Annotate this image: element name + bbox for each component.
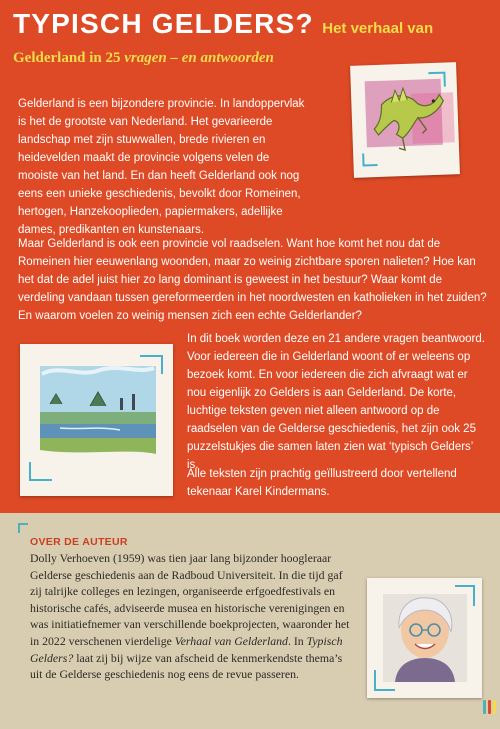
author-bio-book-a: Verhaal van Gelderland	[174, 633, 288, 648]
author-bio	[30, 550, 355, 683]
mark-red	[488, 700, 491, 714]
mark-yellow	[493, 700, 496, 714]
corner-bracket-icon	[18, 523, 28, 533]
book-title: TYPISCH GELDERS?	[13, 8, 314, 39]
dragon-illustration	[350, 62, 460, 178]
author-bio-part-e: laat zij bij wijze van afscheid de kenmerkendste thema’s uit de Gelderse geschiedenis nog eens de revue passeren.	[30, 650, 343, 682]
portrait-drawing	[367, 578, 482, 698]
subtitle-start: Gelderland in 25	[13, 50, 125, 66]
author-bio-part-a: Dolly Verhoeven (1959) was tien jaar lang bijzonder hoogleraar Gelderse geschiedenis aan de Radboud Universiteit. In die tijd gaf zij talrijke colleges en lezingen, organiseerde erfgoedfestivals en historische cafés, adviseerde musea en historische verenigingen en was initiatiefnemer van verschillende boekprojecten, waaronder het in 2022 verschenen vierdelige	[30, 551, 350, 648]
author-heading: OVER DE AUTEUR	[30, 536, 128, 548]
intro-paragraph-1: Gelderland is een bijzondere provincie. In landoppervlak is het de grootste van Nederland. Het gevarieerde landschap met zijn stuwwallen, brede rivieren en heidevelden maakt de provincie volgens velen de mooiste van het land. En dan heeft Gelderland ook nog eens een unieke geschiedenis, bevolkt door Romeinen, hertogen, Hanzekooplieden, papiermakers, adellijke dames, predikanten en kunstenaars.	[18, 98, 305, 236]
author-bio-part-c: . In	[287, 633, 307, 648]
portrait-illustration	[367, 578, 482, 698]
dragon-drawing	[350, 62, 460, 178]
intro-paragraph-4: Alle teksten zijn prachtig geïllustreerd door vertellend tekenaar Karel Kindermans.	[187, 468, 457, 498]
landscape-drawing	[20, 344, 173, 496]
intro-paragraph-3: In dit boek worden deze en 21 andere vragen beantwoord. Voor iedereen die in Gelderland woont of er weleens op bezoek komt. En voor iedereen die zich afvraagt wat er nou eigenlijk zo Gelders is aan Gelderland. De korte, luchtige teksten geven niet alleen antwoord op de raadselen van de Gelderse geschiedenis, het zijn ook 25 puzzelstukjes die samen laten zien wat ‘typisch Gelders’ is.	[187, 333, 485, 471]
mark-teal	[483, 700, 486, 714]
title-tail: Het verhaal van	[322, 20, 434, 37]
title-row	[13, 8, 433, 40]
book-subtitle	[13, 50, 274, 67]
author-bio-book-b: Typisch Gelders?	[30, 633, 343, 665]
landscape-illustration	[20, 344, 173, 496]
intro-paragraph-2: Maar Gelderland is ook een provincie vol raadselen. Want hoe komt het nou dat de Romeinen hier eeuwenlang woonden, maar zo weinig zichtbare sporen nalieten? Hoe kan het dat de adel juist hier zo lang dominant is geweest in het bestuur? Waar komt de verdeling vandaan tussen gereformeerden in het noordwesten en katholieken in het zuiden? En waarom voelen zo weinig mensen zich een echte Gelderlander?	[18, 238, 487, 322]
subtitle-italic: vragen – en antwoorden	[124, 50, 274, 66]
